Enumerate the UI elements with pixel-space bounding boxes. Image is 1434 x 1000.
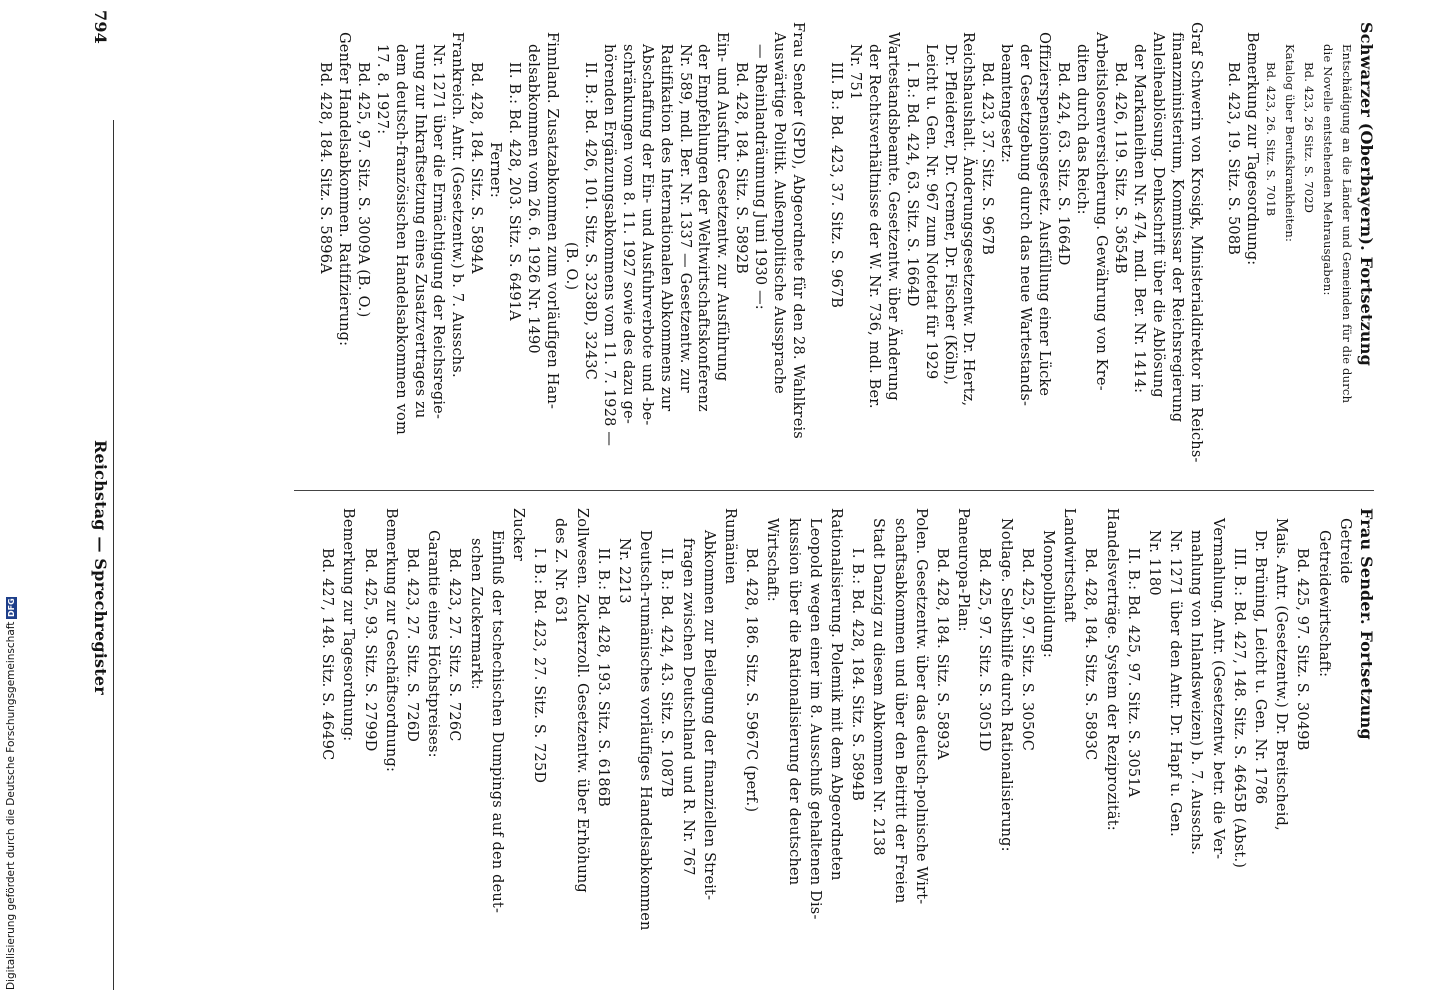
- right-column-line: Bd. 428, 186. Sitz. S. 5967C (perf.): [743, 548, 760, 813]
- right-column-line: schen Zuckermarkt:: [467, 538, 484, 690]
- left-column-line: Nr. 589, mdl. Ber. Nr. 1337 — Gesetzentw. zur: [676, 44, 693, 393]
- right-column-line: schaftsabkommen und über den Beitritt der Freien: [891, 518, 908, 904]
- right-column-line: Rationalisierung. Polemik mit dem Abgeordneten: [828, 508, 844, 881]
- left-column-line: Auswärtige Politik. Außenpolitische Aussprache: [771, 32, 788, 394]
- left-column-line: Ratifikation des Internationalen Abkommens zur: [657, 44, 674, 412]
- right-column-line: Notlage. Selbsthilfe durch Rationalisierung:: [997, 518, 1014, 852]
- footer: [2, 600, 22, 995]
- right-column-line: Bd. 428, 184. Sitz. S. 5893A: [934, 548, 950, 760]
- left-column-line: Entschädigung an die Länder und Gemeinden für die durch: [1340, 44, 1355, 404]
- left-column-line: Bd. 423, 19. Sitz. S. 508B: [1225, 62, 1242, 256]
- left-column-line: II. B.: Bd. 428, 203. Sitz. S. 6491A: [506, 62, 523, 321]
- left-column-line: diten durch das Reich:: [1074, 44, 1091, 215]
- left-column-line: Wartestandsbeamte. Gesetzentw. über Änderung: [884, 32, 901, 401]
- right-column-line: II. B.: Bd. 428, 193. Sitz. S. 6186B: [594, 548, 611, 808]
- right-column-line: Zollwesen. Zuckerzoll. Gesetzentw. über Erhöhung: [573, 508, 590, 893]
- right-column-line: mahlung von Inlandsweizen) b. 7. Ausschs.: [1188, 530, 1205, 856]
- right-column-line: III. B.: Bd. 427, 148. Sitz. S. 4645B (Abst.): [1230, 548, 1247, 869]
- right-column-line: Bd. 423, 27. Sitz. S. 726C: [446, 548, 463, 742]
- left-column-line: delsabkommen vom 26. 6. 1926 Nr. 1490: [525, 44, 542, 354]
- left-column-line: Anleiheablösung. Denkschrift über die Ablösung: [1149, 32, 1166, 398]
- left-column-line: Ferner:: [487, 142, 504, 198]
- left-column-line: Arbeitslosenversicherung. Gewährung von Kre-: [1093, 32, 1109, 391]
- right-column-line: Bd. 425, 97. Sitz. S. 3050C: [1018, 548, 1035, 752]
- left-column-line: II. B.: Bd. 426, 101. Sitz. S. 3238D, 3243C: [581, 62, 598, 381]
- left-column-line: der Gesetzgebung durch das neue Wartestands-: [1017, 44, 1034, 407]
- left-column-line: Bd. 426, 119. Sitz. S. 3654B: [1111, 62, 1128, 274]
- left-column-line: der Empfehlungen der Weltwirtschaftskonferenz: [695, 44, 712, 412]
- right-column-line: II. B.: Bd. 424, 43. Sitz. S. 1087B: [658, 548, 675, 798]
- left-column-line: Frau Sender (SPD), Abgeordnete für den 28. Wahlkreis: [790, 22, 807, 439]
- right-column-line: II. B.: Bd. 425, 97. Sitz. S. 3051A: [1124, 548, 1141, 798]
- right-column-line: Wirtschaft:: [764, 518, 781, 602]
- left-column-line: Genfer Handelsabkommen. Ratifizierung:: [335, 32, 352, 347]
- right-column-line: fragen zwischen Deutschland und R. Nr. 767: [679, 538, 696, 876]
- left-column-line: Nr. 751: [846, 44, 863, 101]
- left-column-line: Ein- und Ausfuhr. Gesetzentw. zur Ausführung: [714, 32, 731, 382]
- left-column-line: Bd. 428, 184. Sitz. S. 5892B: [733, 62, 750, 274]
- right-column-line: Bd. 427, 148. Sitz. S. 4649C: [319, 548, 336, 761]
- left-column-line: Frankreich. Antr. (Gesetzentw.) b. 7. Ausschs.: [449, 32, 466, 378]
- right-column-line: Landwirtschaft: [1061, 508, 1078, 623]
- right-column-line: Nr. 2213: [616, 538, 632, 604]
- left-column-line: Bd. 423, 37. Sitz. S. 967B: [979, 62, 996, 256]
- left-column-line: Bd. 428, 184. Sitz. S. 5896A: [316, 62, 333, 274]
- left-column-line: — Rheinlandräumung Juni 1930 —:: [752, 44, 769, 310]
- right-column-line: Bemerkung zur Geschäftsordnung:: [382, 508, 399, 773]
- right-column-line: Vermahlung. Antr. (Gesetzentw. betr. die Ver-: [1209, 518, 1226, 860]
- left-column-line: Leicht u. Gen. Nr. 967 zum Notetat für 1929: [922, 44, 939, 380]
- left-column-line: dem deutsch-französischen Handelsabkommen vom: [392, 44, 409, 435]
- dfg-logo-icon: DFG: [6, 598, 16, 617]
- right-column-line: Frau Sender. Fortsetzung: [1357, 508, 1376, 740]
- right-column-line: des Z. Nr. 631: [552, 518, 569, 625]
- left-column-line: Katalog über Berufskrankheiten:: [1283, 44, 1298, 243]
- right-column-line: Getreidewirtschaft:: [1315, 530, 1332, 678]
- right-column-line: Bd. 425, 97. Sitz. S. 3049B: [1294, 548, 1311, 751]
- header-rule: [113, 120, 114, 990]
- left-column-line: Bemerkung zur Tagesordnung:: [1244, 32, 1261, 266]
- right-column-line: Bd. 425, 93. Sitz. S. 2799D: [361, 548, 378, 752]
- right-column-line: Bd. 428, 184. Sitz. S. 5893C: [1082, 548, 1099, 761]
- left-column-line: Bd. 423, 26 Sitz. S. 702D: [1302, 62, 1317, 214]
- right-column-line: Getreide: [1336, 518, 1353, 584]
- right-column-line: Nr. 1271 über den Antr. Dr. Hapf u. Gen.: [1167, 530, 1184, 837]
- left-column-line: Bd. 425, 97. Sitz. S. 3009A (B. O.): [354, 62, 371, 318]
- left-column-line: 17. 8. 1927:: [373, 44, 390, 135]
- left-column-line: III. B.: Bd. 423, 37. Sitz. S. 967B: [828, 62, 844, 309]
- left-column-line: rung zur Inkraftsetzung eines Zusatzvertrages zu: [411, 44, 428, 419]
- right-column-line: Dr. Brüning, Leicht u. Gen. Nr. 1786: [1252, 530, 1268, 805]
- left-column-line: Bd. 423, 26. Sitz. S. 701B: [1264, 62, 1279, 217]
- left-column-line: Finnland. Zusatzabkommen zum vorläufigen Han-: [544, 32, 561, 410]
- left-column-line: schränkungen vom 8. 11. 1927 sowie des dazu ge-: [619, 44, 636, 424]
- right-column-line: Polen. Gesetzentw. über das deutsch-polnische Wirt-: [912, 508, 929, 905]
- left-column-line: Offizierspensionsgesetz. Ausfüllung einer Lücke: [1036, 32, 1053, 397]
- right-column-line: Bd. 423, 27. Sitz. S. 726D: [404, 548, 420, 743]
- right-column-line: Deutsch-rumänisches vorläufiges Handelsabkommen: [637, 530, 654, 931]
- right-column-line: Rumänien: [722, 508, 738, 585]
- left-column-line: I. B.: Bd. 424, 63. Sitz. S. 1664D: [903, 62, 920, 307]
- right-column-line: Bemerkung zur Tagesordnung:: [340, 508, 357, 742]
- left-column-line: der Markanleihen Nr. 474, mdl. Ber. Nr. 1414:: [1130, 44, 1147, 394]
- left-column-line: Reichshaushalt. Änderungsgesetzentw. Dr. Hertz,: [960, 32, 977, 407]
- page-number: 794: [91, 10, 110, 44]
- left-column-line: Graf Schwerin von Krosigk, Ministerialdirektor im Reichs-: [1187, 22, 1204, 463]
- right-column-line: Garantie eines Höchstpreises:: [425, 530, 442, 758]
- right-column-line: Mais. Antr. (Gesetzentw.) Dr. Breitscheid,: [1273, 518, 1290, 831]
- right-column-line: kussion über die Rationalisierung der deutschen: [785, 518, 802, 886]
- right-column-line: Einfluß der tschechischen Dumpings auf den deut-: [488, 530, 505, 914]
- right-column-line: Paneuropa-Plan:: [955, 508, 972, 632]
- right-column-line: I. B.: Bd. 428, 184. Sitz. S. 5894B: [849, 548, 866, 802]
- left-column-line: (B. O.): [563, 242, 579, 291]
- left-column-line: Nr. 1271 über die Ermächtigung der Reichsregie-: [430, 44, 447, 420]
- left-column-line: Bd. 428, 184. Sitz. S. 5894A: [468, 62, 485, 274]
- running-title: Reichstag — Sprechregister: [91, 440, 110, 695]
- left-column-line: die Novelle entstehenden Mehrausgaben:: [1321, 44, 1336, 296]
- left-column-line: Schwarzer (Oberbayern). Fortsetzung: [1357, 22, 1376, 366]
- right-column-line: Nr. 1180: [1146, 530, 1162, 596]
- right-column-line: Zucker: [510, 508, 526, 562]
- left-column-line: finanzministerium, Kommissar der Reichsregierung: [1168, 32, 1185, 423]
- left-column-line: hörenden Ergänzungsabkommens vom 11. 7. 1928 —: [600, 44, 617, 447]
- left-column-line: Dr. Pfleiderer, Dr. Cremer, Dr. Fischer (Köln),: [941, 44, 958, 386]
- left-column-line: der Rechtsverhältnisse der W. Nr. 736, mdl. Ber.: [865, 44, 882, 409]
- footer-credit: [4, 600, 18, 990]
- footer-credit-text: Digitalisierung gefördert durch die Deutsche Forschungsgemeinschaft: [5, 621, 17, 990]
- column-divider: [294, 490, 1374, 491]
- right-column-line: Leopold wegen einer im 8. Ausschuß gehaltenen Dis-: [806, 518, 823, 920]
- right-column-line: Abkommen zur Beilegung der finanziellen Streit-: [700, 530, 717, 901]
- right-column-line: Stadt Danzig zu diesem Abkommen Nr. 2138: [870, 518, 887, 856]
- right-column-line: Handelsverträge. System der Reziprozität:: [1103, 508, 1120, 831]
- right-column-line: Monopolbildung:: [1040, 530, 1056, 658]
- left-column-line: beamtengesetz:: [998, 44, 1015, 164]
- right-column-line: Bd. 425, 97. Sitz. S. 3051D: [976, 548, 993, 752]
- right-column-line: I. B.: Bd. 423, 27. Sitz. S. 725D: [531, 548, 548, 784]
- left-column-line: Abschaffung der Ein- und Ausfuhrverbote und -be-: [638, 44, 655, 426]
- left-column-line: Bd. 424, 63. Sitz. S. 1664D: [1055, 62, 1072, 266]
